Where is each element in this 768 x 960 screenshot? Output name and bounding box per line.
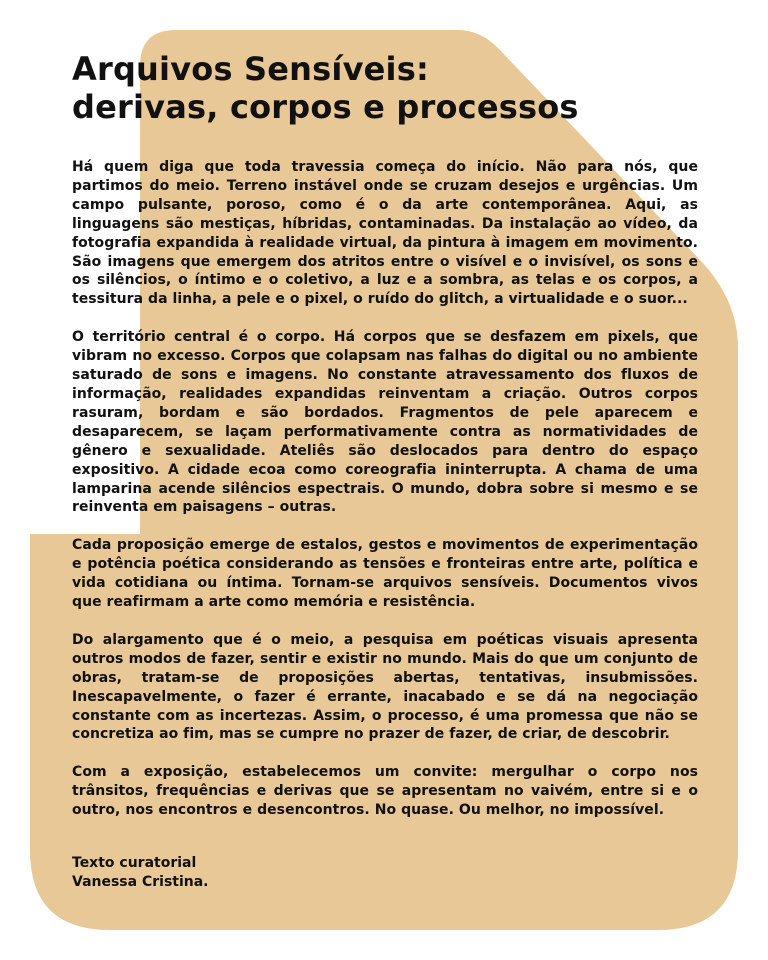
paragraph-2: O território central é o corpo. Há corpos que se desfazem em pixels, que vibram no excesso. Corpos que colapsam nas falhas do digital ou no ambiente saturado de sons e imagens. No constante atravessamento dos fluxos de informação, realidades expandidas reinventam a criação. Outros corpos rasuram, bordam e são bordados. Fragmentos de pele aparecem e desaparecem, se laçam performativamente contra as normatividades de gênero e sexualidade. Ateliês são deslocados para dentro do espaço expositivo. A cidade ecoa como coreografia ininterrupta. A chama de uma lamparina acende silêncios espectrais. O mundo, dobra sobre si mesmo e se reinventa em paisagens – outras. <box>72 329 698 516</box>
signature-author: Vanessa Cristina. <box>72 874 209 891</box>
signature-role: Texto curatorial <box>72 855 197 872</box>
paragraph-1: Há quem diga que toda travessia começa do início. Não para nós, que partimos do meio. Terreno instável onde se cruzam desejos e urgências. Um campo pulsante, poroso, como é o da arte contemporânea. Aqui, as linguagens são mestiças, híbridas, contaminadas. Da instalação ao vídeo, da fotografia expandida à realidade virtual, da pintura à imagem em movimento. São imagens que emergem dos atritos entre o visível e o invisível, os sons e os silêncios, o íntimo e o coletivo, a luz e a sombra, as telas e os corpos, a tessitura da linha, a pele e o pixel, o ruído do glitch, a virtualidade e o suor... <box>72 159 698 308</box>
page-title <box>72 50 698 126</box>
title-line-2: derivas, corpos e processos <box>72 88 579 126</box>
paragraph-3: Cada proposição emerge de estalos, gestos e movimentos de experimentação e potência poética considerando as tensões e fronteiras entre arte, política e vida cotidiana ou íntima. Tornam-se arquivos sensíveis. Documentos vivos que reafirmam a arte como memória e resistência. <box>72 537 698 611</box>
document-body <box>72 50 698 892</box>
signature-block <box>72 854 698 892</box>
paragraph-4: Do alargamento que é o meio, a pesquisa em poéticas visuais apresenta outros modos de fazer, sentir e existir no mundo. Mais do que um conjunto de obras, tratam-se de proposições abertas, tentativas, insubmissões. Inescapavelmente, o fazer é errante, inacabado e se dá na negociação constante com as incertezas. Assim, o processo, é uma promessa que não se concretiza ao fim, mas se cumpre no prazer de fazer, de criar, de descobrir. <box>72 631 698 743</box>
paragraph-5: Com a exposição, estabelecemos um convite: mergulhar o corpo nos trânsitos, frequências e derivas que se apresentam no vaivém, entre si e o outro, nos encontros e desencontros. No quase. Ou melhor, no impossível. <box>72 764 698 819</box>
title-line-1: Arquivos Sensíveis: <box>72 50 429 88</box>
